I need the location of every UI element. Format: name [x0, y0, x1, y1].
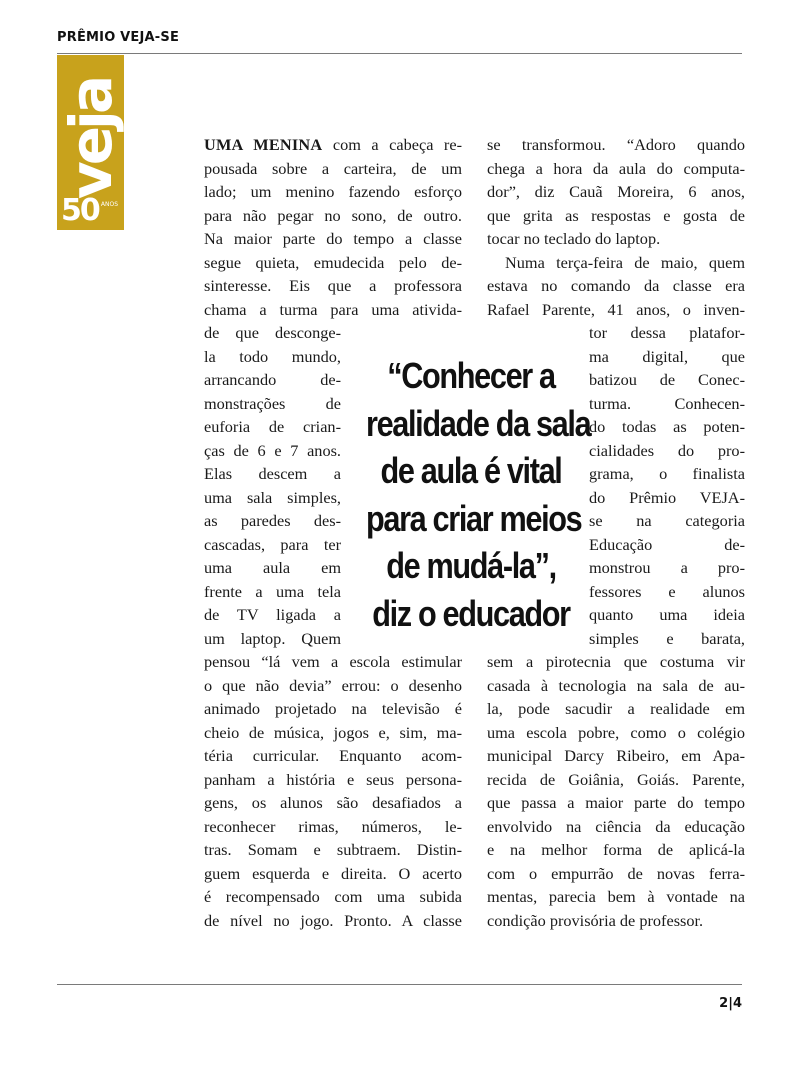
article-line: do Prêmio VEJA-	[589, 487, 745, 507]
pull-quote-line: realidade da sala	[366, 402, 591, 444]
article-line: para não pegar no sono, de outro.	[204, 205, 462, 225]
article-line: um laptop. Quem	[204, 628, 341, 648]
article-line: dor”, diz Cauã Moreira, 6 anos,	[487, 182, 745, 201]
article-line: reconhecer rimas, números, le-	[204, 816, 462, 836]
article-line: panham a história e seus persona-	[204, 769, 462, 789]
article-line: uma escola pobre, como o colégio	[487, 722, 745, 742]
article-line: tocar no teclado do laptop.	[487, 229, 661, 248]
article-line: casada à tecnologia na sala de au-	[487, 675, 745, 695]
article-line: segue quieta, emudecida pelo de-	[204, 252, 462, 272]
article-line: condição provisória de professor.	[487, 910, 704, 930]
article-line: chama a turma para uma ativida-	[204, 299, 462, 319]
article-line: fessores e alunos	[589, 581, 745, 601]
article-line: de nível no jogo. Pronto. A classe	[204, 910, 462, 930]
article-line: lado; um menino fazendo esforço	[204, 182, 462, 201]
article-line: com o empurrão de novas ferra-	[487, 863, 745, 883]
article-line: municipal Darcy Ribeiro, em Apa-	[487, 746, 745, 765]
article-line: tor dessa platafor-	[589, 323, 745, 342]
article-line: cheio de música, jogos e, sim, ma-	[204, 722, 462, 742]
logo-word: veja	[57, 78, 124, 200]
article-line: la, pode sacudir a realidade em	[487, 699, 745, 718]
article-line: do todas as poten-	[589, 417, 745, 436]
article-line: uma sala simples,	[204, 487, 341, 507]
article-line: se transformou. “Adoro quando	[487, 135, 745, 154]
pull-quote	[366, 352, 591, 637]
article-lead-in: UMA MENINA	[204, 135, 323, 154]
article-line: Educação de-	[589, 534, 745, 554]
article-line: envolvido na ciência da educação	[487, 816, 745, 836]
article-line: o que não devia” errou: o desenho	[204, 675, 462, 695]
article-line: e na melhor forma de aplicá-la	[487, 840, 745, 859]
article-line: é recompensado com uma subida	[204, 887, 462, 906]
article-line: frente a uma tela	[204, 581, 341, 601]
pull-quote-line: “Conhecer a	[387, 355, 555, 396]
article-line: se na categoria	[589, 511, 745, 530]
article-line: grama, o finalista	[589, 464, 745, 483]
article-line: turma. Conhecen-	[589, 393, 745, 413]
article-line: arrancando de-	[204, 370, 341, 389]
page-number: 2|4	[719, 996, 742, 1011]
article-line: estava no comando da classe era	[487, 276, 745, 295]
header-divider	[57, 53, 742, 54]
article-line: gens, os alunos são desafiados a	[204, 793, 462, 812]
article-line: que grita as respostas e gosta de	[487, 205, 745, 225]
article-line: mentas, parecia bem à vontade na	[487, 887, 745, 906]
article-line: UMA MENINA com a cabeça re-	[204, 135, 462, 154]
veja-50-logo	[57, 55, 124, 230]
article-line: quanto uma ideia	[589, 605, 745, 624]
article-line: téria curricular. Enquanto acom-	[204, 746, 462, 765]
article-line: sinteresse. Eis que a professora	[204, 276, 462, 295]
article-line: tras. Somam e subtraem. Distin-	[204, 840, 462, 859]
article-line: Rafael Parente, 41 anos, o inven-	[487, 299, 745, 319]
logo-number: 50	[61, 193, 99, 228]
article-line: chega a hora da aula do computa-	[487, 158, 745, 178]
article-line: pensou “lá vem a escola estimular	[204, 652, 462, 671]
section-label: PRÊMIO VEJA-SE	[57, 30, 180, 45]
footer-divider	[57, 984, 742, 985]
article-line: sem a pirotecnia que costuma vir	[487, 652, 745, 671]
article-line: la todo mundo,	[204, 346, 341, 366]
article-line: batizou de Conec-	[589, 370, 745, 389]
article-line: uma aula em	[204, 558, 341, 577]
article-line: recida de Goiânia, Goiás. Parente,	[487, 769, 745, 789]
article-line: animado projetado na televisão é	[204, 699, 462, 718]
article-line: Na maior parte do tempo a classe	[204, 229, 462, 248]
article-line: cialidades do pro-	[589, 440, 745, 460]
logo-small-text: ANOS	[100, 201, 118, 208]
article-line: monstrações de	[204, 393, 341, 413]
article-line: monstrou a pro-	[589, 558, 745, 577]
article-line: ças de 6 e 7 anos.	[204, 440, 341, 460]
pull-quote-line: de mudá-la”,	[386, 545, 556, 586]
article-line: Numa terça-feira de maio, quem	[505, 252, 745, 272]
article-line: ma digital, que	[589, 346, 745, 366]
article-line: guem esquerda e direita. O acerto	[204, 863, 462, 883]
article-line: Elas descem a	[204, 464, 341, 483]
article-line: as paredes des-	[204, 511, 341, 530]
article-line: de que desconge-	[204, 323, 341, 342]
pull-quote-line: de aula é vital	[380, 450, 562, 491]
article-line: simples e barata,	[589, 628, 745, 648]
pull-quote-line: para criar meios	[366, 497, 582, 539]
article-line: euforia de crian-	[204, 417, 341, 436]
article-line: que passa a maior parte do tempo	[487, 793, 745, 812]
article-line: pousada sobre a carteira, de um	[204, 158, 462, 178]
article-line: cascadas, para ter	[204, 534, 341, 554]
article-line: de TV ligada a	[204, 605, 341, 624]
pull-quote-line: diz o educador	[372, 592, 570, 634]
